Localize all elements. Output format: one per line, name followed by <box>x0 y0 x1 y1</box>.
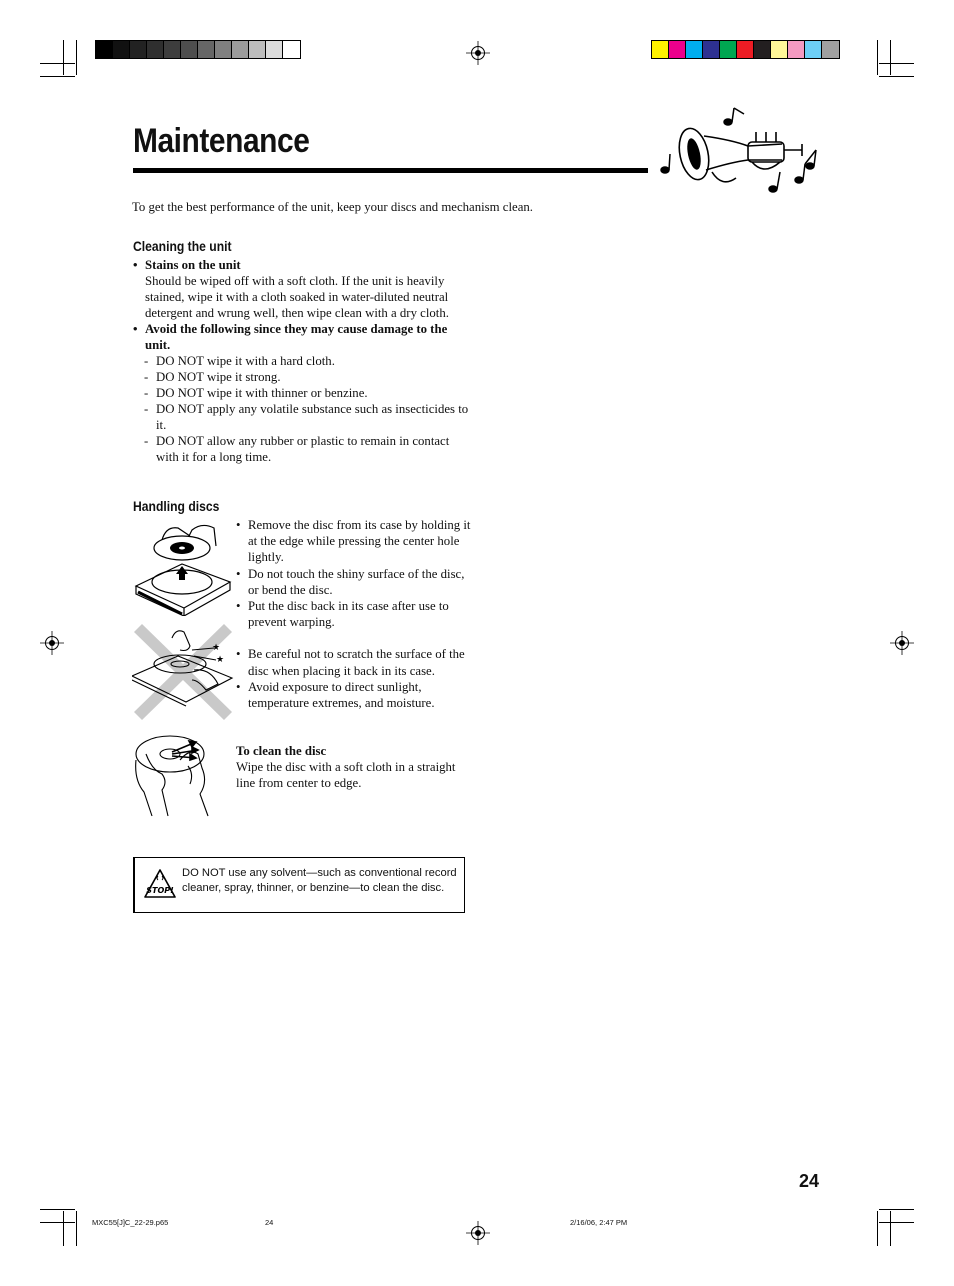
avoid-title: • Avoid the following since they may cause damage to the unit. <box>133 321 473 353</box>
footer-page: 24 <box>265 1218 274 1227</box>
footer-filename: MXC55[J]C_22-29.p65 <box>92 1218 169 1227</box>
avoid-item: - DO NOT wipe it with a hard cloth. <box>133 353 473 369</box>
clean-disc-title: To clean the disc <box>236 744 327 758</box>
color-swatch <box>232 41 249 58</box>
cleaning-unit-section <box>133 257 473 465</box>
disc-handling-item: • Be careful not to scratch the surface of the disc when placing it back in its case. <box>236 646 471 678</box>
color-swatch <box>147 41 164 58</box>
color-swatch <box>96 41 113 58</box>
color-swatch <box>113 41 130 58</box>
color-swatch <box>198 41 215 58</box>
registration-mark-icon <box>40 631 64 655</box>
avoid-item: - DO NOT wipe it with thinner or benzine. <box>133 385 473 401</box>
svg-text:★: ★ <box>216 655 225 665</box>
page-title: Maintenance <box>133 122 310 160</box>
footer-date: 2/16/06, 2:47 PM <box>570 1218 628 1227</box>
clean-disc-body: Wipe the disc with a soft cloth in a straight line from center to edge. <box>236 760 456 790</box>
color-swatch <box>283 41 300 58</box>
color-swatch <box>703 41 720 58</box>
color-swatch <box>249 41 266 58</box>
registration-mark-icon <box>890 631 914 655</box>
solvent-warning-box <box>133 857 465 913</box>
stop-icon-label: STOP! <box>146 886 174 895</box>
color-swatch <box>788 41 805 58</box>
color-calibration-bar <box>651 40 840 59</box>
disc-wiping-illustration <box>132 730 232 818</box>
registration-mark-icon <box>466 41 490 65</box>
color-swatch <box>266 41 283 58</box>
color-swatch <box>130 41 147 58</box>
color-swatch <box>737 41 754 58</box>
stains-title: • Stains on the unit <box>133 257 473 273</box>
avoid-item: - DO NOT wipe it strong. <box>133 369 473 385</box>
color-swatch <box>771 41 788 58</box>
svg-text:★: ★ <box>212 643 221 653</box>
disc-handling-item: • Avoid exposure to direct sunlight, temperature extremes, and moisture. <box>236 679 471 711</box>
no-touch-disc-illustration <box>132 620 234 720</box>
stains-body: Should be wiped off with a soft cloth. If the unit is heavily stained, wipe it with a cloth soaked in water-diluted neutral detergent and wrung well, then wipe clean with a dry cloth. <box>145 274 449 320</box>
cleaning-unit-heading: Cleaning the unit <box>133 239 232 254</box>
disc-removal-illustration <box>132 520 232 616</box>
handling-discs-heading: Handling discs <box>133 499 220 514</box>
color-swatch <box>652 41 669 58</box>
page-number: 24 <box>799 1171 820 1191</box>
disc-handling-item: • Remove the disc from its case by holding it at the edge while pressing the center hole lightly. <box>236 517 471 566</box>
stop-warning-icon <box>143 868 177 900</box>
intro-text: To get the best performance of the unit, keep your discs and mechanism clean. <box>132 200 534 214</box>
avoid-item: - DO NOT allow any rubber or plastic to remain in contact with it for a long time. <box>133 433 473 465</box>
trumpet-music-illustration <box>652 104 824 198</box>
title-rule <box>133 168 648 173</box>
color-swatch <box>181 41 198 58</box>
color-swatch <box>164 41 181 58</box>
color-swatch <box>669 41 686 58</box>
color-swatch <box>805 41 822 58</box>
disc-handling-list <box>236 517 471 711</box>
clean-disc-section <box>236 743 476 791</box>
color-swatch <box>720 41 737 58</box>
grayscale-calibration-bar <box>95 40 301 59</box>
color-swatch <box>686 41 703 58</box>
disc-handling-item: • Put the disc back in its case after use to prevent warping. <box>236 598 471 630</box>
color-swatch <box>822 41 839 58</box>
avoid-item: - DO NOT apply any volatile substance such as insecticides to it. <box>133 401 473 433</box>
disc-handling-item: • Do not touch the shiny surface of the disc, or bend the disc. <box>236 566 471 598</box>
registration-mark-icon <box>466 1221 490 1245</box>
color-swatch <box>754 41 771 58</box>
color-swatch <box>215 41 232 58</box>
warning-text: DO NOT use any solvent—such as conventional record cleaner, spray, thinner, or benzine—to clean the disc. <box>182 867 457 894</box>
